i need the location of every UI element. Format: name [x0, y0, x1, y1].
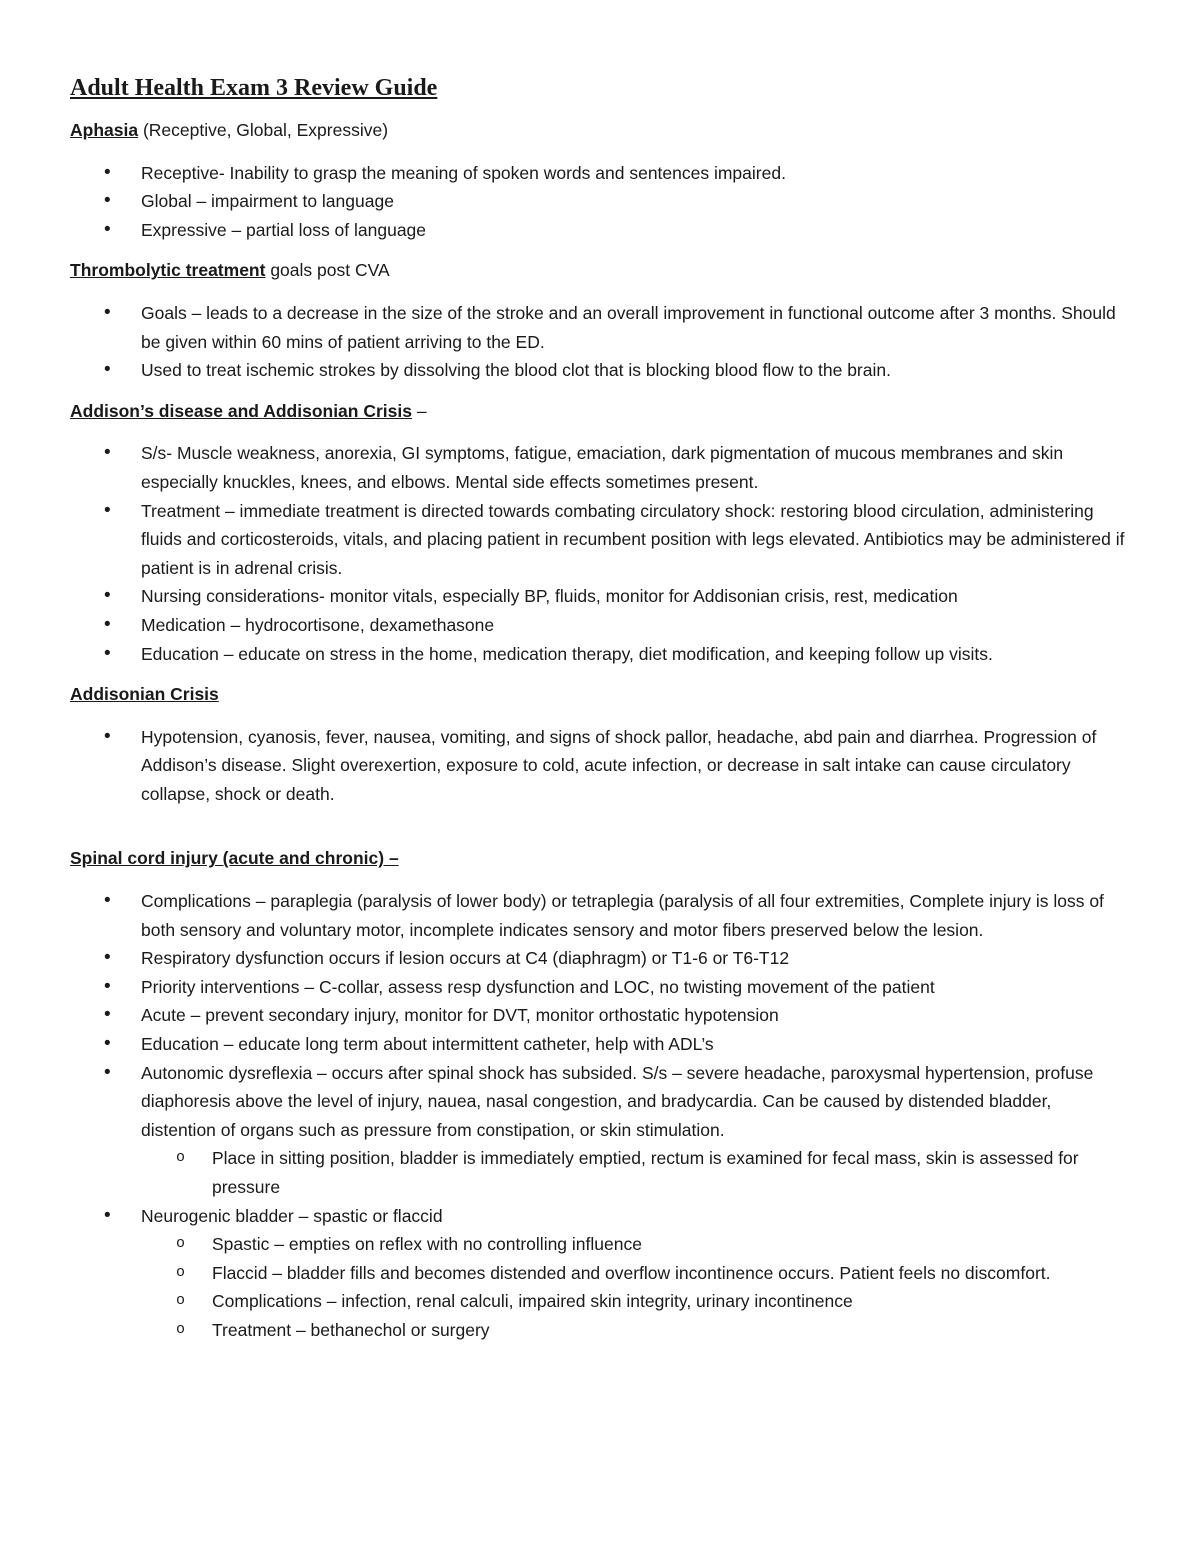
list-item: • Used to treat ischemic strokes by dissolving the blood clot that is blocking blood flow to the brain.	[70, 356, 1130, 385]
sub-list	[70, 1230, 1130, 1344]
list-item: • Expressive – partial loss of language	[70, 216, 1130, 245]
bullet-list	[70, 723, 1130, 809]
heading-rest: (Receptive, Global, Expressive)	[138, 120, 389, 140]
sub-list-item: o Place in sitting position, bladder is immediately emptied, rectum is examined for fecal mass, skin is assessed for pressure	[70, 1144, 1130, 1201]
list-item: • Medication – hydrocortisone, dexamethasone	[70, 611, 1130, 640]
section-aphasia	[70, 116, 1130, 244]
section-heading	[70, 844, 1130, 873]
heading-label: Thrombolytic treatment	[70, 260, 266, 281]
heading-rest: goals post CVA	[265, 260, 390, 281]
spacer	[70, 820, 1130, 844]
section-thrombolytic	[70, 256, 1130, 384]
section-heading	[70, 680, 1130, 709]
list-item: • Education – educate on stress in the home, medication therapy, diet modification, and keeping follow up visits.	[70, 640, 1130, 669]
list-item: • Education – educate long term about intermittent catheter, help with ADL’s	[70, 1030, 1130, 1059]
list-item: • Treatment – immediate treatment is directed towards combating circulatory shock: restoring blood circulation, administering fluids and corticosteroids, vitals, and placing patient in recumbent position with legs elevated. Antibiotics may be administered if patient is in adrenal crisis.	[70, 497, 1130, 583]
list-item-neurogenic-bladder	[70, 1202, 1130, 1345]
heading-label: Spinal cord injury (acute and chronic) –	[70, 848, 399, 869]
bullet-list	[70, 887, 1130, 1345]
section-heading	[70, 116, 1130, 145]
list-item-text: Neurogenic bladder – spastic or flaccid	[141, 1205, 443, 1226]
bullet-list	[70, 159, 1130, 245]
list-item: • Global – impairment to language	[70, 187, 1130, 216]
list-item-text: Autonomic dysreflexia – occurs after spinal shock has subsided. S/s – severe headache, paroxysmal hypertension, profuse diaphoresis above the level of injury, nauea, nasal congestion, and bradycardia. Can be caused by distended bladder, distention of organs such as pressure from constipation, or skin stimulation.	[141, 1062, 1094, 1140]
sub-list-item: o Treatment – bethanechol or surgery	[70, 1316, 1130, 1345]
sub-list	[70, 1144, 1130, 1201]
sub-list-item: o Complications – infection, renal calculi, impaired skin integrity, urinary incontinence	[70, 1287, 1130, 1316]
list-item: • Hypotension, cyanosis, fever, nausea, vomiting, and signs of shock pallor, headache, abd pain and diarrhea. Progression of Addison’s disease. Slight overexertion, exposure to cold, acute infection, or decrease in salt intake can cause circulatory collapse, shock or death.	[70, 723, 1130, 809]
heading-rest: –	[411, 400, 427, 421]
list-item: • Nursing considerations- monitor vitals, especially BP, fluids, monitor for Addisonian crisis, rest, medication	[70, 582, 1130, 611]
section-addisonian-crisis	[70, 680, 1130, 808]
list-item: • Complications – paraplegia (paralysis of lower body) or tetraplegia (paralysis of all four extremities, Complete injury is loss of both sensory and voluntary motor, incomplete indicates sensory and motor fibers preserved below the lesion.	[70, 887, 1130, 944]
heading-label: Addison’s disease and Addisonian Crisis	[70, 400, 412, 421]
list-item-autonomic-dysreflexia	[70, 1059, 1130, 1202]
sub-list-item: o Spastic – empties on reflex with no controlling influence	[70, 1230, 1130, 1259]
list-item: • Receptive- Inability to grasp the meaning of spoken words and sentences impaired.	[70, 159, 1130, 188]
section-spinal-cord-injury	[70, 844, 1130, 1344]
list-item: • Respiratory dysfunction occurs if lesion occurs at C4 (diaphragm) or T1-6 or T6-T12	[70, 944, 1130, 973]
document-title: Adult Health Exam 3 Review Guide	[70, 75, 438, 101]
bullet-list	[70, 439, 1130, 668]
bullet-list	[70, 299, 1130, 385]
heading-label: Aphasia	[70, 120, 139, 140]
list-item: • Priority interventions – C-collar, assess resp dysfunction and LOC, no twisting movement of the patient	[70, 973, 1130, 1002]
list-item: • Acute – prevent secondary injury, monitor for DVT, monitor orthostatic hypotension	[70, 1001, 1130, 1030]
section-addisons-disease	[70, 397, 1130, 668]
list-item: • Goals – leads to a decrease in the size of the stroke and an overall improvement in functional outcome after 3 months. Should be given within 60 mins of patient arriving to the ED.	[70, 299, 1130, 356]
list-item: • S/s- Muscle weakness, anorexia, GI symptoms, fatigue, emaciation, dark pigmentation of mucous membranes and skin especially knuckles, knees, and elbows. Mental side effects sometimes present.	[70, 439, 1130, 496]
sub-list-item: o Flaccid – bladder fills and becomes distended and overflow incontinence occurs. Patient feels no discomfort.	[70, 1259, 1130, 1288]
section-heading	[70, 397, 1130, 426]
heading-label: Addisonian Crisis	[70, 684, 219, 705]
section-heading	[70, 256, 1130, 285]
